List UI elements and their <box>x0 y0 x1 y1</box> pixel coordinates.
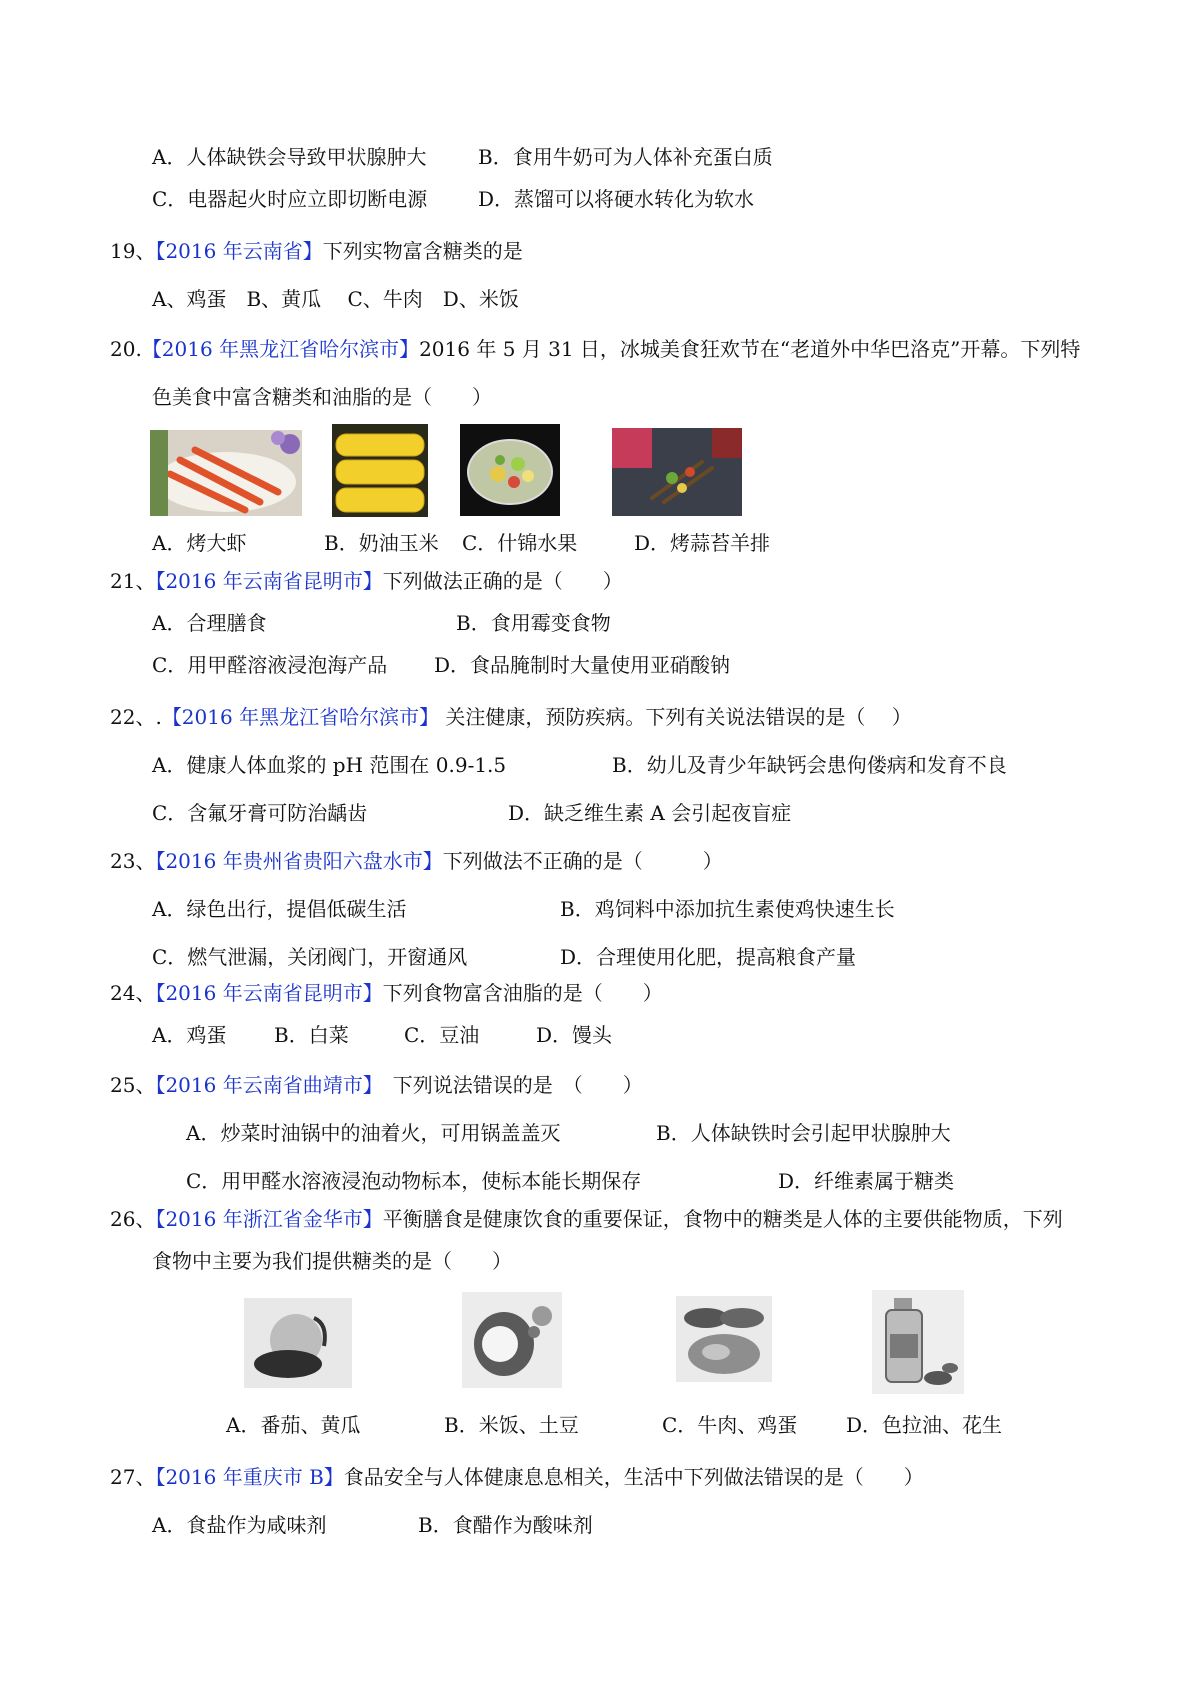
beef-egg-image <box>676 1296 772 1382</box>
q19-options: A、鸡蛋 B、黄瓜 C、牛肉 D、米饭 <box>152 287 519 311</box>
q18-option-d: D．蒸馏可以将硬水转化为软水 <box>478 187 755 211</box>
question-stem: 食品安全与人体健康息息相关，生活中下列做法错误的是（ ） <box>343 1465 924 1489</box>
q23-option-b: B．鸡饲料中添加抗生素使鸡快速生长 <box>560 897 895 921</box>
q24-option-a: A．鸡蛋 <box>152 1023 227 1047</box>
question-number: 25、 <box>110 1073 156 1097</box>
q22-option-b: B．幼儿及青少年缺钙会患佝偻病和发育不良 <box>612 753 1007 777</box>
q24-option-b: B．白菜 <box>274 1023 349 1047</box>
q20-option-a: A．烤大虾 <box>152 531 247 555</box>
q21-option-a: A．合理膳食 <box>152 611 267 635</box>
q26-option-b: B．米饭、土豆 <box>444 1413 579 1437</box>
q27-option-b: B．食醋作为酸味剂 <box>418 1513 593 1537</box>
question-source: 【2016 年云南省】 <box>155 239 323 263</box>
question-stem: 2016 年 5 月 31 日，冰城美食狂欢节在“老道外中华巴洛克”开幕。下列特 <box>419 337 1081 361</box>
question-27 <box>110 1464 924 1490</box>
question-source: 【2016 年云南省曲靖市】 <box>155 1073 373 1097</box>
question-26-stem-cont: 食物中主要为我们提供糖类的是（ ） <box>152 1249 512 1273</box>
question-source: 【2016 年重庆市 B】 <box>155 1465 344 1489</box>
question-source: 【2016 年黑龙江省哈尔滨市】 <box>161 705 440 729</box>
q22-option-c: C．含氟牙膏可防治龋齿 <box>152 801 368 825</box>
salad-oil-peanut-image <box>872 1290 964 1394</box>
question-number: 24、 <box>110 981 156 1005</box>
tomato-cucumber-image <box>244 1298 352 1388</box>
q20-option-b: B．奶油玉米 <box>324 531 439 555</box>
question-stem: 平衡膳食是健康饮食的重要保证，食物中的糖类是人体的主要供能物质，下列 <box>382 1207 1063 1231</box>
question-number: 23、 <box>110 849 156 873</box>
question-number: 21、 <box>110 569 156 593</box>
question-number: 26、 <box>110 1207 156 1231</box>
q24-option-c: C．豆油 <box>404 1023 480 1047</box>
mixed-fruit-image <box>460 424 560 516</box>
question-stem: 下列说法错误的是 （ ） <box>372 1073 643 1097</box>
q25-option-b: B．人体缺铁时会引起甲状腺肿大 <box>656 1121 951 1145</box>
q21-option-d: D．食品腌制时大量使用亚硝酸钠 <box>434 653 731 677</box>
q25-option-a: A．炒菜时油锅中的油着火，可用锅盖盖灭 <box>186 1121 561 1145</box>
q23-option-d: D．合理使用化肥，提高粮食产量 <box>560 945 857 969</box>
butter-corn-image <box>332 424 428 517</box>
question-number: 20. <box>110 337 142 361</box>
q23-option-c: C．燃气泄漏，关闭阀门，开窗通风 <box>152 945 468 969</box>
question-20-stem-cont: 色美食中富含糖类和油脂的是（ ） <box>152 385 492 409</box>
q18-option-a: A．人体缺铁会导致甲状腺肿大 <box>152 145 427 169</box>
question-stem: 关注健康，预防疾病。下列有关说法错误的是（ ） <box>439 705 912 729</box>
question-source: 【2016 年云南省昆明市】 <box>155 981 383 1005</box>
question-25 <box>110 1072 643 1098</box>
q18-option-c: C．电器起火时应立即切断电源 <box>152 187 428 211</box>
q26-option-d: D．色拉油、花生 <box>846 1413 1003 1437</box>
question-21 <box>110 568 623 594</box>
q25-option-d: D．纤维素属于糖类 <box>778 1169 955 1193</box>
question-23 <box>110 848 723 874</box>
question-26 <box>110 1206 1063 1232</box>
q24-option-d: D．馒头 <box>536 1023 613 1047</box>
question-source: 【2016 年浙江省金华市】 <box>155 1207 383 1231</box>
question-stem: 下列做法不正确的是（ ） <box>442 849 723 873</box>
question-22 <box>110 704 912 730</box>
question-24 <box>110 980 663 1006</box>
q21-option-c: C．用甲醛溶液浸泡海产品 <box>152 653 388 677</box>
question-20 <box>110 336 1080 362</box>
q22-option-a: A．健康人体血浆的 pH 范围在 0.9-1.5 <box>152 753 507 777</box>
lamb-chops-image <box>612 428 742 516</box>
question-stem: 下列实物富含糖类的是 <box>322 239 523 263</box>
q25-option-c: C．用甲醛水溶液浸泡动物标本，使标本能长期保存 <box>186 1169 642 1193</box>
question-number: 19、 <box>110 239 156 263</box>
question-source: 【2016 年黑龙江省哈尔滨市】 <box>141 337 420 361</box>
question-19 <box>110 238 523 264</box>
q18-option-b: B．食用牛奶可为人体补充蛋白质 <box>478 145 773 169</box>
question-source: 【2016 年云南省昆明市】 <box>155 569 383 593</box>
question-stem: 下列食物富含油脂的是（ ） <box>382 981 663 1005</box>
question-stem: 下列做法正确的是（ ） <box>382 569 623 593</box>
rice-potato-image <box>462 1292 562 1388</box>
q27-option-a: A．食盐作为咸味剂 <box>152 1513 327 1537</box>
question-source: 【2016 年贵州省贵阳六盘水市】 <box>155 849 443 873</box>
q20-option-d: D．烤蒜苔羊排 <box>634 531 771 555</box>
question-number: 27、 <box>110 1465 156 1489</box>
grilled-shrimp-image <box>150 430 302 516</box>
q26-option-a: A．番茄、黄瓜 <box>226 1413 361 1437</box>
question-number: 22、. <box>110 705 162 729</box>
q23-option-a: A．绿色出行，提倡低碳生活 <box>152 897 407 921</box>
q21-option-b: B．食用霉变食物 <box>456 611 611 635</box>
q22-option-d: D．缺乏维生素 A 会引起夜盲症 <box>508 801 792 825</box>
q26-option-c: C．牛肉、鸡蛋 <box>662 1413 798 1437</box>
q20-option-c: C．什锦水果 <box>462 531 578 555</box>
